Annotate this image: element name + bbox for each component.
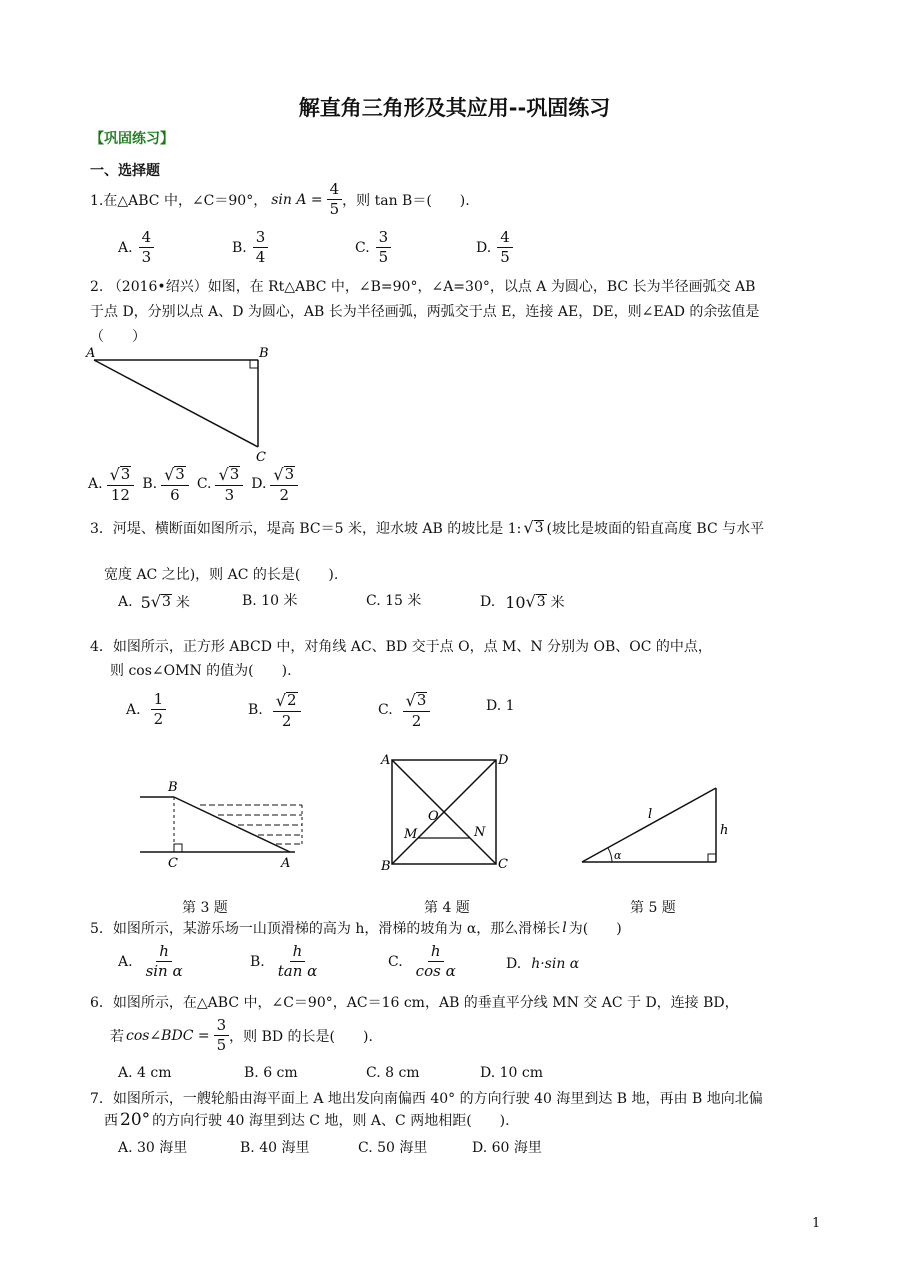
q7-option-b: B. 40 海里 [240, 1140, 310, 1156]
fig5-label-l: l [648, 807, 653, 822]
q1-option-b: B. $\frac{3}{4}$ [232, 230, 268, 265]
fig3-riverbank [130, 775, 310, 875]
q2-figure [84, 340, 284, 465]
q7-line2: 西 20° 的方向行驶 40 海里到达 C 地，则 A、C 两地相距( ). [104, 1110, 510, 1130]
page-title: 解直角三角形及其应用--巩固练习 [298, 96, 611, 120]
fig4-label-n: N [474, 825, 486, 840]
q1-option-a: A. $\frac{4}{3}$ [118, 230, 154, 265]
q3-option-c: C. 15 米 [366, 593, 422, 609]
caption-fig4: 第 4 题 [424, 900, 470, 916]
q6-option-b: B. 6 cm [244, 1065, 298, 1081]
caption-fig5: 第 5 题 [630, 900, 676, 916]
q2-line1: 2. （2016•绍兴）如图，在 Rt△ABC 中，∠B=90°，∠A=30°，以点 A 为圆心，BC 长为半径画弧交 AB [90, 279, 756, 295]
q5-option-a: A. $\frac{h}{\text{sin α}}$ [118, 942, 183, 980]
section-heading: 【巩固练习】 [90, 131, 174, 147]
q1-option-c: C. $\frac{3}{5}$ [355, 230, 391, 265]
q1-post: ，则 tan B＝( ). [342, 192, 470, 209]
fig4-label-m: M [404, 827, 418, 842]
q7-line1: 7．如图所示，一艘轮船由海平面上 A 地出发向南偏西 40° 的方向行驶 40 海里到达 B 地，再由 B 地向北偏 [90, 1091, 763, 1107]
q7-option-c: C. 50 海里 [358, 1140, 428, 1156]
fig5-slide [576, 780, 736, 870]
q6-option-c: C. 8 cm [366, 1065, 420, 1081]
fig3-label-c: C [168, 856, 178, 871]
fig4-square [376, 750, 516, 875]
q1-option-d: D. $\frac{4}{5}$ [476, 230, 513, 265]
fig4-label-b: B [381, 859, 391, 874]
q7-option-a: A. 30 海里 [118, 1140, 188, 1156]
q4-option-c: C. √ 3 2 [378, 692, 430, 729]
q6-option-d: D. 10 cm [480, 1065, 544, 1081]
fig4-label-d: D [498, 753, 509, 768]
fig5-label-alpha: α [614, 849, 622, 862]
question-1 [90, 182, 470, 217]
fig4-label-a: A [381, 753, 391, 768]
q7-option-d: D. 60 海里 [472, 1140, 542, 1156]
q2-label-b: B [259, 346, 269, 361]
q1-pre: 1.在△ABC 中，∠C＝90°， [90, 192, 268, 209]
q2-label-a: A [86, 346, 96, 361]
q6-option-a: A. 4 cm [118, 1065, 172, 1081]
q2-label-c: C [256, 450, 266, 465]
fig3-label-b: B [168, 780, 178, 795]
q3-line1: 3．河堤、横断面如图所示，堤高 BC＝5 米，迎水坡 AB 的坡比是 1: √ 3 (坡比是坡面的铅直高度 BC 与水平 [90, 518, 765, 537]
q6-line1: 6．如图所示，在△ABC 中，∠C＝90°，AC＝16 cm，AB 的垂直平分线 MN 交 AC 于 D，连接 BD， [90, 995, 739, 1011]
fig4-label-c: C [498, 857, 508, 872]
q3-line2: 宽度 AC 之比)，则 AC 的长是( ). [104, 567, 339, 583]
q4-option-d: D. 1 [486, 698, 515, 714]
q3-option-d: D. 10 √ 3 米 [480, 592, 565, 612]
page-number: 1 [812, 1216, 821, 1231]
part-heading: 一、选择题 [90, 163, 160, 179]
q2-line3: （ ） [90, 329, 146, 345]
q4-option-b: B. √ 2 2 [248, 692, 301, 729]
caption-fig3: 第 3 题 [182, 900, 228, 916]
fig3-label-a: A [281, 856, 291, 871]
q5-line1: 5．如图所示，某游乐场一山顶滑梯的高为 h，滑梯的坡角为 α，那么滑梯长 l 为( ) [90, 920, 622, 937]
q5-option-d: D. h·sin α [506, 956, 580, 972]
q5-option-c: C. $\frac{h}{\text{cos α}}$ [388, 942, 456, 980]
q5-option-b: B. $\frac{h}{\text{tan α}}$ [250, 942, 318, 980]
q2-options: A. √ 3 12 B. √ 3 6 C. √ 3 3 D. √ 3 2 [88, 466, 298, 503]
fig4-label-o: O [428, 809, 439, 824]
q4-option-a: A. $\frac{1}{2}$ [126, 692, 166, 727]
q2-line2: 于点 D，分别以点 A、D 为圆心，AB 长为半径画弧，两弧交于点 E，连接 AE，DE，则∠EAD 的余弦值是 [90, 304, 760, 320]
q3-option-a: A. 5 √ 3 米 [118, 592, 190, 612]
q4-line1: 4．如图所示，正方形 ABCD 中，对角线 AC、BD 交于点 O，点 M、N 分别为 OB、OC 的中点， [90, 639, 712, 655]
q3-option-b: B. 10 米 [242, 593, 298, 609]
q1-sin: sin A = [271, 191, 323, 208]
q4-line2: 则 cos∠OMN 的值为( ). [110, 663, 292, 679]
q6-line2: 若 cos∠BDC = $\frac{3}{5}$ ，则 BD 的长是( ). [110, 1016, 373, 1054]
fig5-label-h: h [720, 823, 729, 838]
q1-fraction: $\frac{4}{5}$ [327, 182, 343, 217]
